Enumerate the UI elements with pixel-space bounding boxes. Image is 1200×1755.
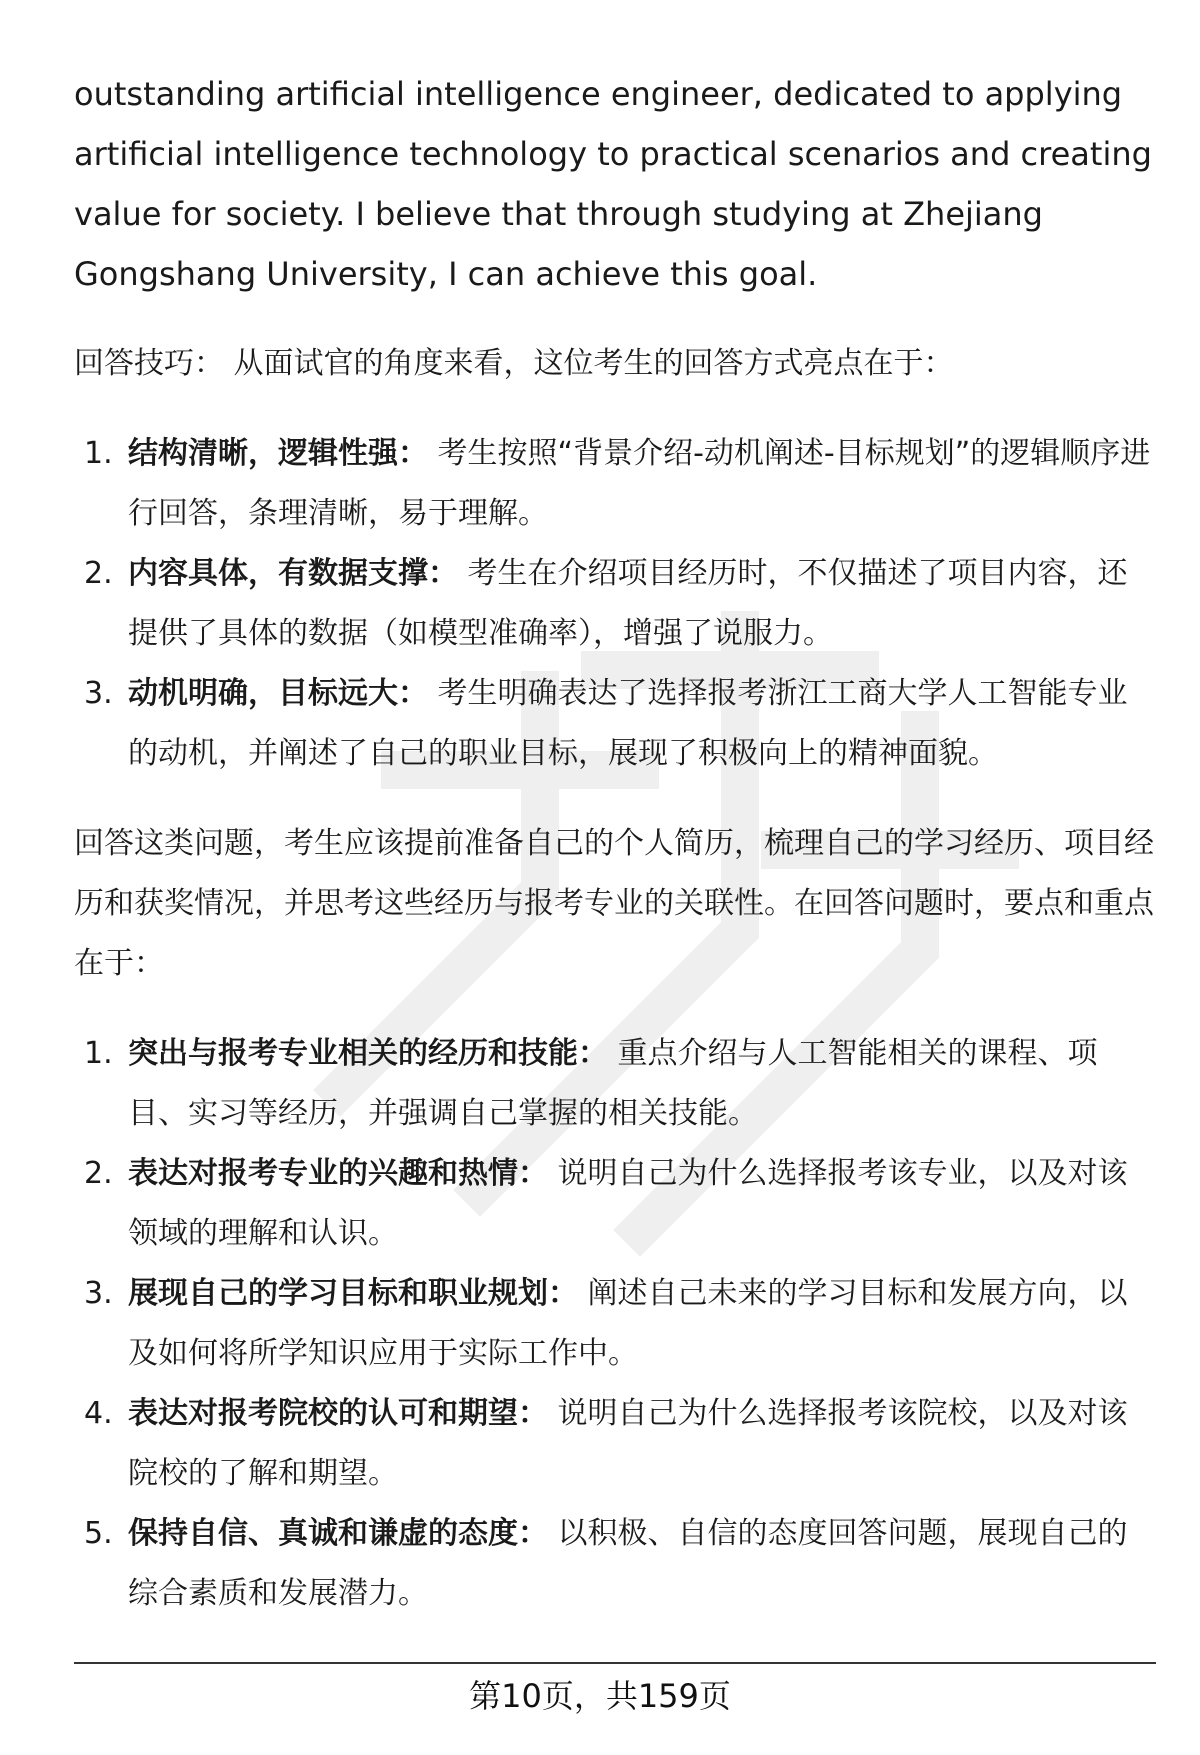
list-number: 4. — [84, 1396, 113, 1431]
point-text: 说明自己为什么选择报考该专业，以及对该领域的理解和认识。 — [128, 1156, 1128, 1251]
list-item — [74, 1264, 1154, 1384]
point-text: 以积极、自信的态度回答问题，展现自己的综合素质和发展潜力。 — [128, 1516, 1128, 1611]
point-title: 结构清晰，逻辑性强： — [128, 436, 428, 471]
page-content — [74, 64, 1154, 1624]
answer-closing-text: outstanding artificial intelligence engineer, dedicated to applying artificial intelligence technology to practical scenarios and creating value for society. I believe that through studying at Zhejiang Gongshang University, I can achieve this goal. — [74, 75, 1152, 293]
point-text: 考生明确表达了选择报考浙江工商大学人工智能专业的动机，并阐述了自己的职业目标，展现了积极向上的精神面貌。 — [128, 676, 1128, 771]
highlights-list — [74, 424, 1154, 784]
list-item — [74, 424, 1154, 544]
list-number: 5. — [84, 1516, 113, 1551]
advice-paragraph: 回答这类问题，考生应该提前准备自己的个人简历，梳理自己的学习经历、项目经历和获奖情况，并思考这些经历与报考专业的关联性。在回答问题时，要点和重点在于： — [74, 826, 1154, 981]
point-title: 保持自信、真诚和谦虚的态度： — [128, 1516, 548, 1551]
list-number: 3. — [84, 1276, 113, 1311]
point-text: 考生在介绍项目经历时，不仅描述了项目内容，还提供了具体的数据（如模型准确率），增强了说服力。 — [128, 556, 1128, 651]
key-points-list — [74, 1024, 1154, 1624]
list-number: 2. — [84, 1156, 113, 1191]
point-title: 动机明确，目标远大： — [128, 676, 428, 711]
point-title: 突出与报考专业相关的经历和技能： — [128, 1036, 608, 1071]
footer-divider — [74, 1662, 1156, 1664]
point-text: 阐述自己未来的学习目标和发展方向，以及如何将所学知识应用于实际工作中。 — [128, 1276, 1128, 1371]
list-item — [74, 1024, 1154, 1144]
list-number: 1. — [84, 1036, 113, 1071]
list-item — [74, 1504, 1154, 1624]
point-title: 表达对报考专业的兴趣和热情： — [128, 1156, 548, 1191]
point-title: 展现自己的学习目标和职业规划： — [128, 1276, 578, 1311]
list-number: 1. — [84, 436, 113, 471]
point-text: 说明自己为什么选择报考该院校，以及对该院校的了解和期望。 — [128, 1396, 1128, 1491]
list-number: 2. — [84, 556, 113, 591]
list-item — [74, 544, 1154, 664]
point-title: 表达对报考院校的认可和期望： — [128, 1396, 548, 1431]
point-title: 内容具体，有数据支撑： — [128, 556, 458, 591]
list-item — [74, 1384, 1154, 1504]
list-item — [74, 664, 1154, 784]
list-number: 3. — [84, 676, 113, 711]
point-text: 重点介绍与人工智能相关的课程、项目、实习等经历，并强调自己掌握的相关技能。 — [128, 1036, 1098, 1131]
tips-heading: 回答技巧： 从面试官的角度来看，这位考生的回答方式亮点在于： — [74, 346, 954, 381]
page-number: 第10页，共159页 — [469, 1677, 731, 1715]
list-item — [74, 1144, 1154, 1264]
point-text: 考生按照“背景介绍-动机阐述-目标规划”的逻辑顺序进行回答，条理清晰，易于理解。 — [128, 436, 1151, 531]
